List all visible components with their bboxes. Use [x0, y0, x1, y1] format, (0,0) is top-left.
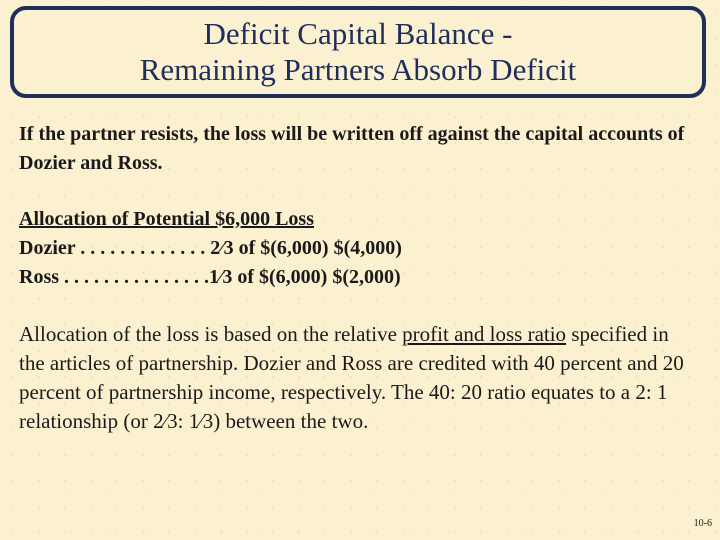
allocation-heading: Allocation of Potential $6,000 Loss	[19, 208, 314, 230]
explanation-text-before: Allocation of the loss is based on the relative	[19, 322, 403, 346]
allocation-row-ross: Ross . . . . . . . . . . . . . . .1⁄3 of $(6,000) $(2,000)	[19, 266, 401, 288]
intro-paragraph: If the partner resists, the loss will be written off against the capital accounts of Dozier and Ross.	[19, 123, 685, 174]
title-line-1: Deficit Capital Balance -	[203, 16, 513, 51]
page-number: 10-6	[693, 518, 712, 529]
title-line-2: Remaining Partners Absorb Deficit	[139, 52, 577, 87]
explanation-paragraph	[19, 320, 699, 436]
allocation-block	[19, 205, 709, 292]
explanation-text-after: specified in the articles of partnership. Dozier and Ross are credited with 40 percent and 20 percent of partnership income, respectively. The 40: 20 ratio equates to a 2: 1 relationship (or 2⁄3: 1⁄3) between the two.	[19, 322, 684, 433]
profit-loss-ratio-term: profit and loss ratio	[402, 322, 567, 346]
allocation-row-dozier: Dozier . . . . . . . . . . . . . 2⁄3 of $(6,000) $(4,000)	[19, 237, 402, 259]
title-box	[10, 6, 706, 98]
